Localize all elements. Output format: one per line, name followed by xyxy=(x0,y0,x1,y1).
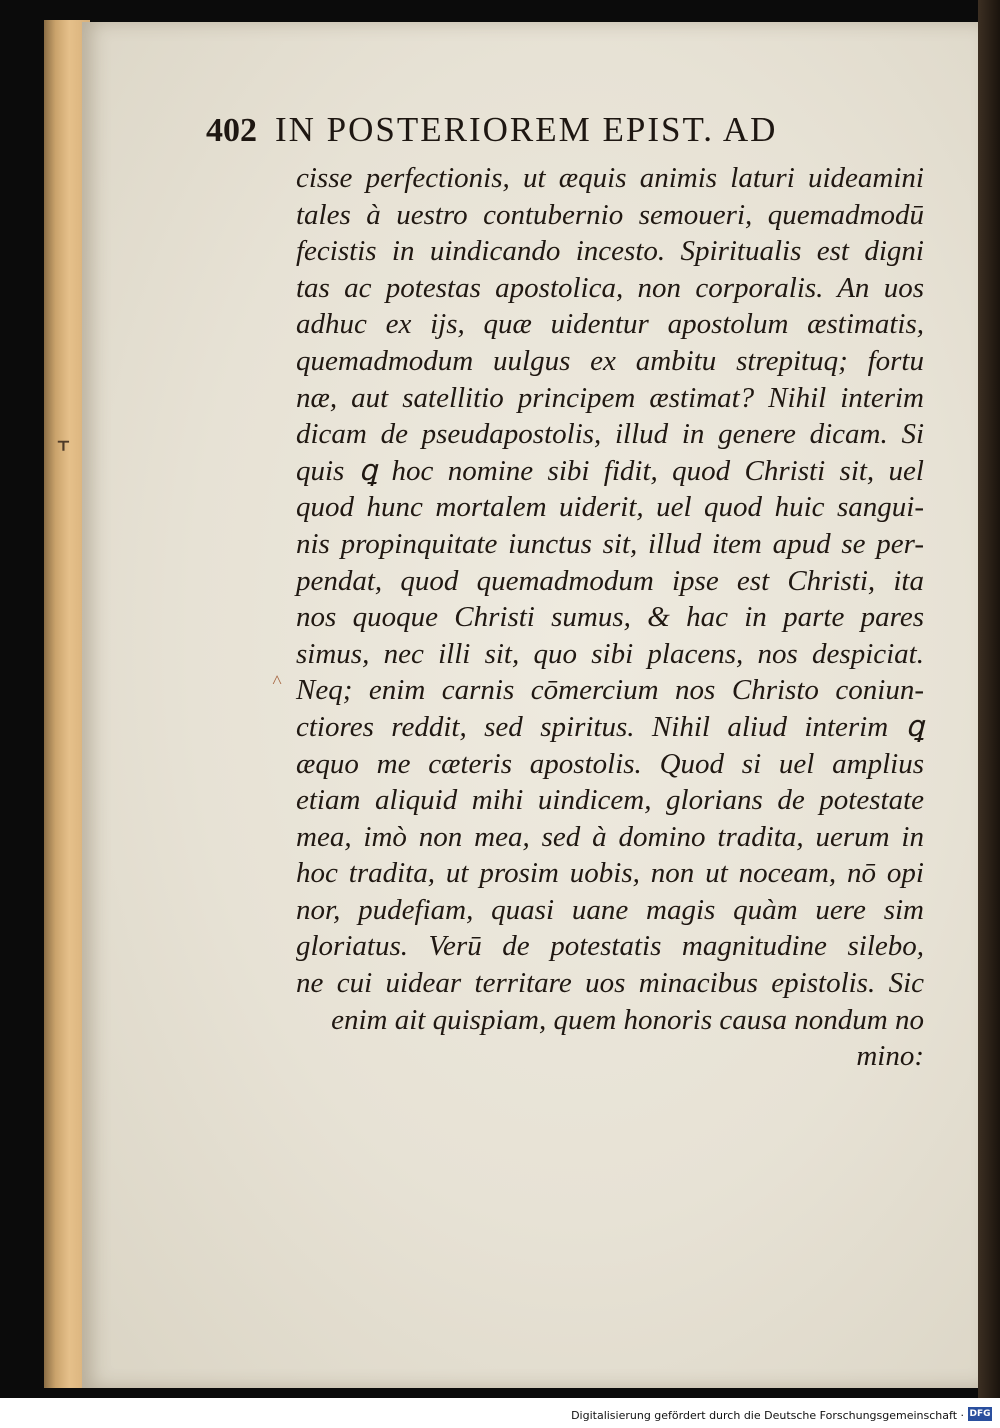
text-line: nos quoque Christi sumus, & hac in parte pares xyxy=(296,601,924,634)
text-line: Neq; enim carnis cōmercium nos Christo coniun- xyxy=(296,674,924,707)
text-line: nis propinquitate iunctus sit, illud item apud se per- xyxy=(296,527,924,560)
text-line: quemadmodum uulgus ex ambitu strepituq; fortu xyxy=(296,344,924,377)
text-line: adhuc ex ijs, quæ uidentur apostolum æstimatis, xyxy=(296,308,924,341)
text-line: cisse perfectionis, ut æquis animis laturi uideamini xyxy=(296,162,924,194)
text-line: simus, nec illi sit, quo sibi placens, nos despiciat. xyxy=(296,637,924,670)
digitization-credit: Digitalisierung gefördert durch die Deutsche Forschungsgemeinschaft · xyxy=(571,1409,964,1422)
text-line: dicam de pseudapostolis, illud in genere dicam. Si xyxy=(296,418,924,451)
margin-annotation-mark: ˄ xyxy=(272,670,283,690)
dfg-logo-icon: DFG xyxy=(969,1409,991,1419)
running-head xyxy=(206,110,926,150)
margin-scribble-mark: ᚁ xyxy=(58,428,69,453)
text-line: ctiores reddit, sed spiritus. Nihil aliud interim ꝗ xyxy=(296,710,924,743)
running-head-title: IN POSTERIOREM EPIST. AD xyxy=(275,110,778,149)
page-number: 402 xyxy=(206,112,257,149)
text-line: tas ac potestas apostolica, non corporalis. An uos xyxy=(296,271,924,304)
text-line: æquo me cæteris apostolis. Quod si uel amplius xyxy=(296,747,924,780)
text-line: tales à uestro contubernio semoueri, quemadmodū xyxy=(296,198,924,231)
text-line: nor, pudefiam, quasi uane magis quàm uere sim xyxy=(296,893,924,926)
book-gutter-shadow xyxy=(978,0,1000,1400)
text-line: quod hunc mortalem uiderit, uel quod huic sangui- xyxy=(296,491,924,524)
text-line: mea, imò non mea, sed à domino tradita, uerum in xyxy=(296,820,924,853)
text-line: enim ait quispiam, quem honoris causa nondum no xyxy=(331,1003,924,1036)
text-line: etiam aliquid mihi uindicem, glorians de potestate xyxy=(296,784,924,817)
body-text-block xyxy=(296,160,924,1075)
text-line: ne cui uidear territare uos minacibus epistolis. Sic xyxy=(296,967,924,1000)
text-line: quis ꝗ hoc nomine sibi fidit, quod Christi sit, uel xyxy=(296,454,924,487)
text-line: gloriatus. Verū de potestatis magnitudine silebo, xyxy=(296,930,924,963)
catchword: mino: xyxy=(856,1040,924,1073)
text-line: næ, aut satellitio principem æstimat? Nihil interim xyxy=(296,381,924,414)
text-line: hoc tradita, ut prosim uobis, non ut noceam, nō opi xyxy=(296,857,924,890)
text-line: pendat, quod quemadmodum ipse est Christi, ita xyxy=(296,564,924,597)
text-line: fecistis in uindicando incesto. Spiritualis est digni xyxy=(296,235,924,268)
